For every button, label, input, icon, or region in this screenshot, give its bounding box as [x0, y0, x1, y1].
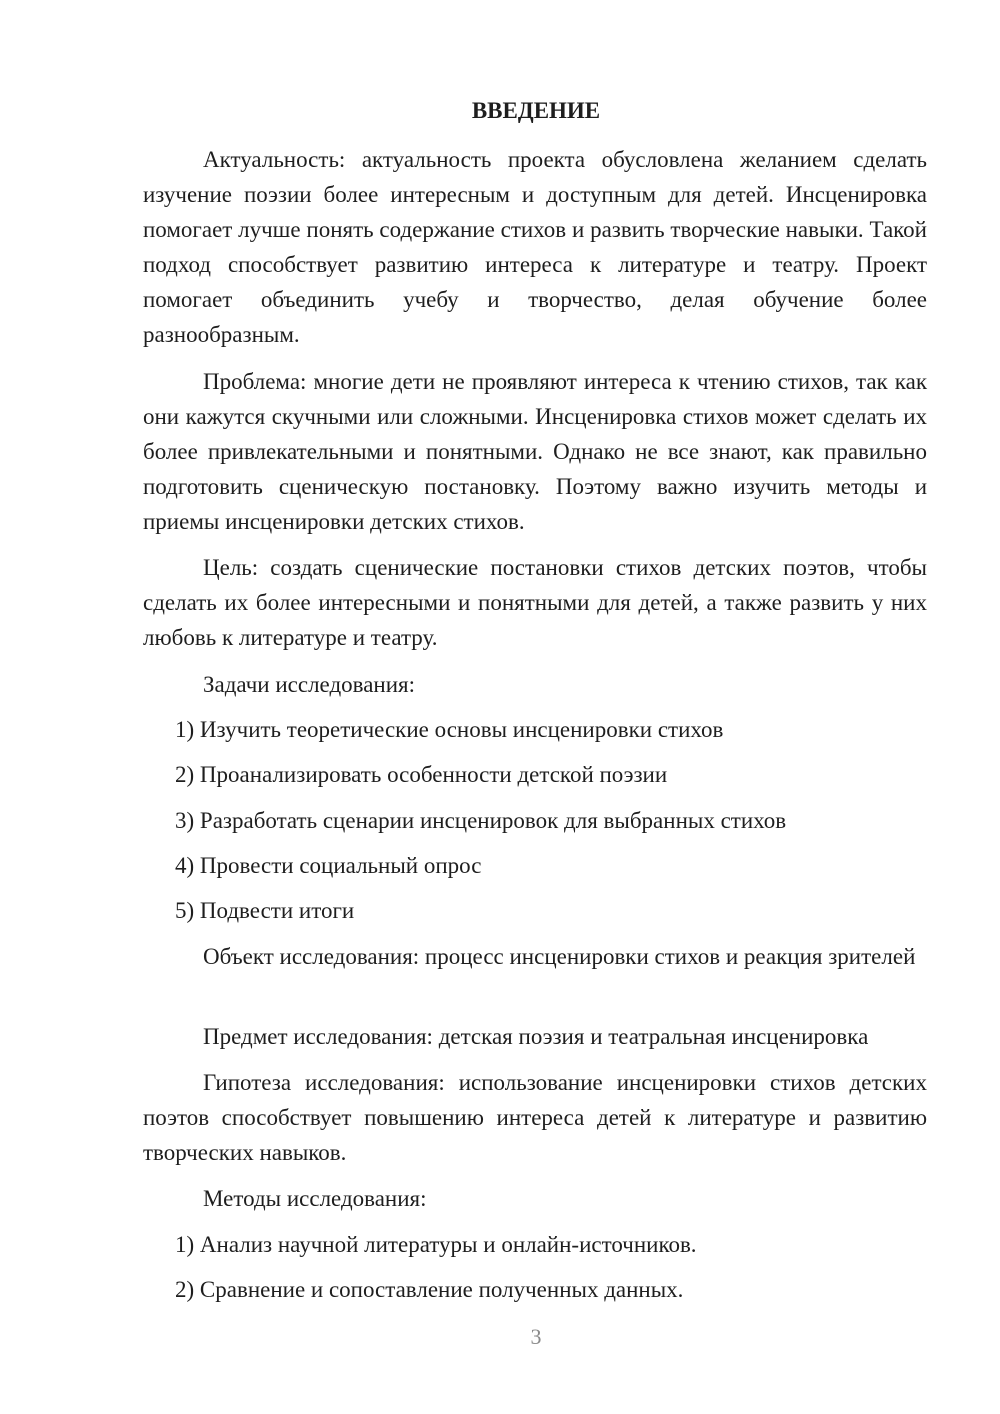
paragraph-object: Объект исследования: процесс инсценировки стихов и реакция зрителей — [203, 944, 916, 969]
paragraph-hypothesis: Гипотеза исследования: использование инсценировки стихов детских поэтов способствует повышению интереса детей к литературе и развитию творческих навыков. — [143, 1070, 927, 1165]
task-item: 3) Разработать сценарии инсценировок для выбранных стихов — [175, 808, 787, 833]
paragraph-problem: Проблема: многие дети не проявляют интереса к чтению стихов, так как они кажутся скучными или сложными. Инсценировка стихов может сделать их более привлекательными и понятными. Однако не все знают, как правильно подготовить сценическую постановку. Поэтому важно изучить методы и приемы инсценировки детских стихов. — [143, 369, 927, 534]
section-title: ВВЕДЕНИЕ — [471, 98, 601, 123]
method-item: 2) Сравнение и сопоставление полученных данных. — [175, 1277, 684, 1302]
paragraph-subject: Предмет исследования: детская поэзия и театральная инсценировка — [203, 1024, 869, 1049]
task-item: 2) Проанализировать особенности детской поэзии — [175, 762, 668, 787]
methods-heading: Методы исследования: — [203, 1186, 427, 1211]
task-item: 1) Изучить теоретические основы инсценировки стихов — [175, 717, 724, 742]
paragraph-relevance: Актуальность: актуальность проекта обусловлена желанием сделать изучение поэзии более интересным и доступным для детей. Инсценировка помогает лучше понять содержание стихов и развить творческие навыки. Такой подход способствует развитию интереса к литературе и театру. Проект помогает объединить учебу и творчество, делая обучение более разнообразным. — [143, 147, 927, 347]
page-number: 3 — [530, 1324, 542, 1349]
method-item: 1) Анализ научной литературы и онлайн-источников. — [175, 1232, 697, 1257]
paragraph-goal: Цель: создать сценические постановки стихов детских поэтов, чтобы сделать их более интересными и понятными для детей, а также развить у них любовь к литературе и театру. — [143, 555, 927, 650]
task-item: 4) Провести социальный опрос — [175, 853, 482, 878]
tasks-heading: Задачи исследования: — [203, 672, 416, 697]
task-item: 5) Подвести итоги — [175, 898, 355, 923]
